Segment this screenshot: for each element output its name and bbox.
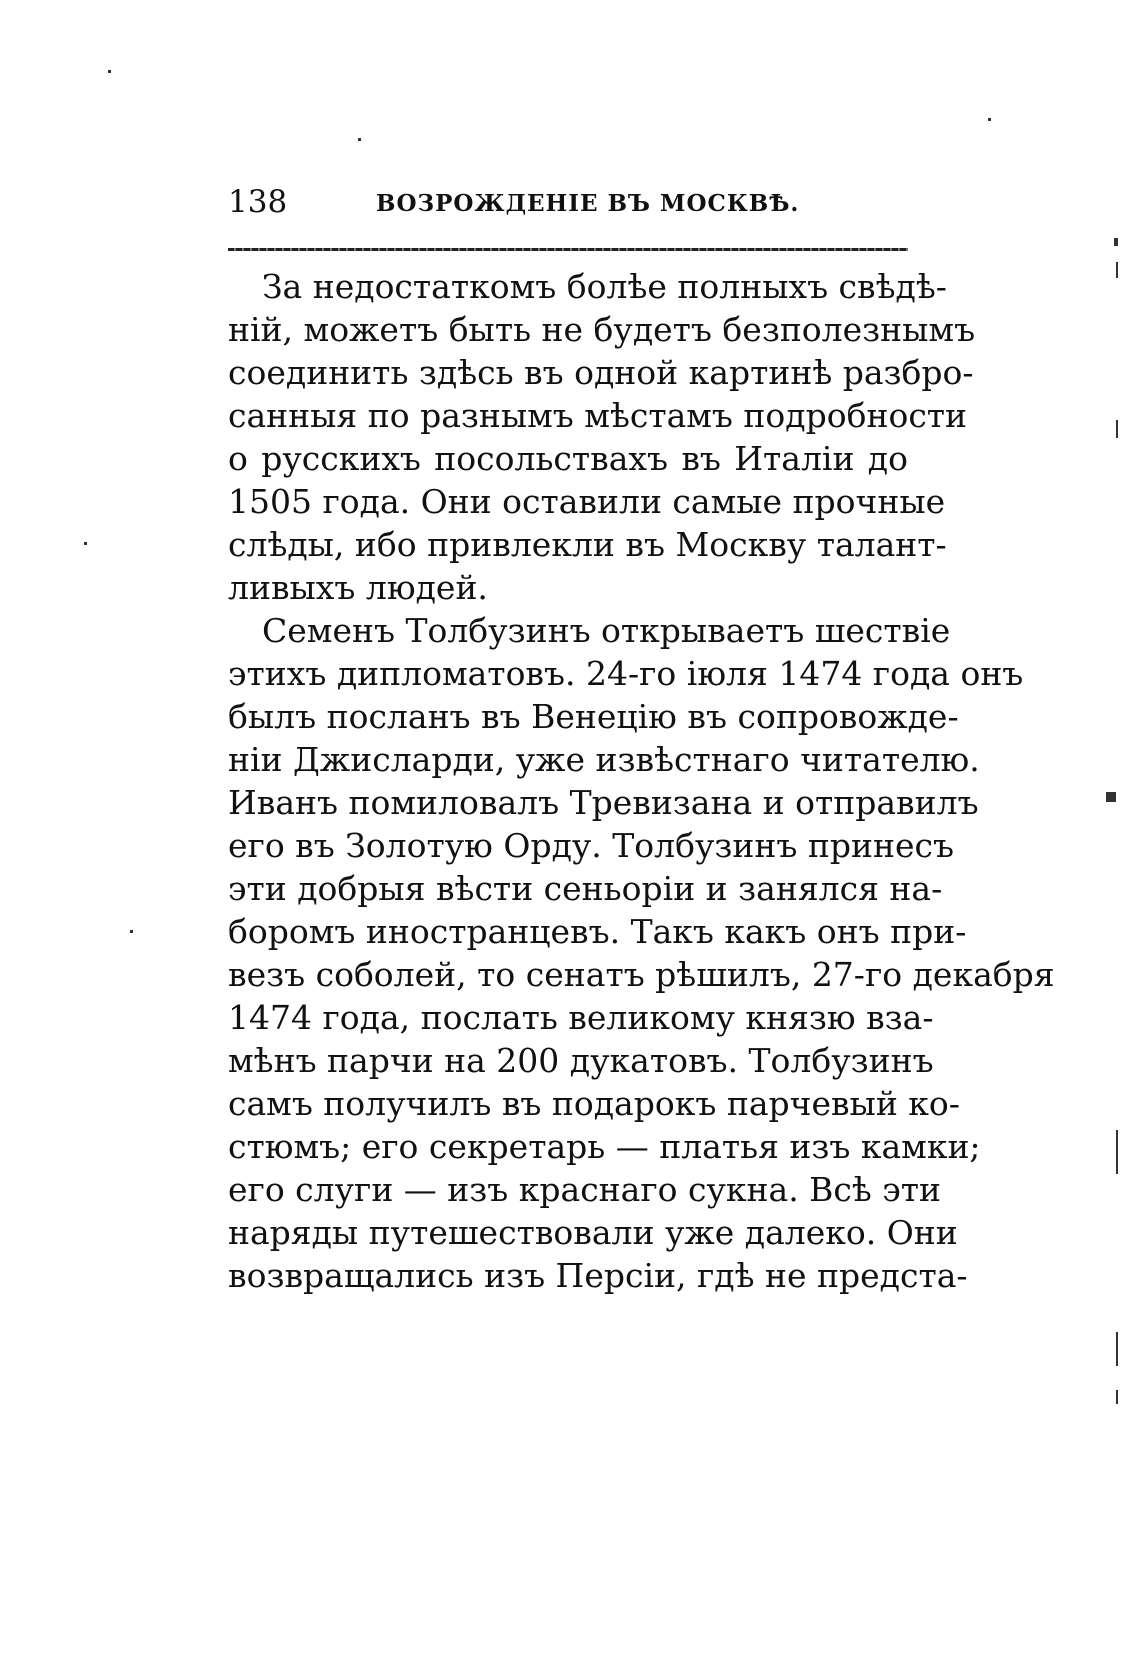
text-line: ливыхъ людей. — [228, 568, 488, 607]
text-line: возвращались изъ Персіи, гдѣ не предста- — [228, 1256, 968, 1295]
text-line: о русскихъ посольствахъ въ Италіи до — [228, 439, 908, 478]
text-line: былъ посланъ въ Венецію въ сопровожде- — [228, 697, 959, 736]
scan-speck — [1116, 1390, 1118, 1404]
text-line: слѣды, ибо привлекли въ Москву талант- — [228, 525, 947, 564]
text-line: За недостаткомъ болѣе полныхъ свѣдѣ- — [262, 267, 947, 306]
text-line: 1474 года, послать великому князю вза- — [228, 998, 934, 1037]
header-rule — [228, 248, 908, 251]
text-line: Иванъ помиловалъ Тревизана и отправилъ — [228, 783, 979, 822]
text-line: 1505 года. Они оставили самые прочные — [228, 482, 946, 521]
text-line: наряды путешествовали уже далеко. Они — [228, 1213, 958, 1252]
text-line: его въ Золотую Орду. Толбузинъ принесъ — [228, 826, 954, 865]
text-line: боромъ иностранцевъ. Такъ какъ онъ при- — [228, 912, 967, 951]
text-line: соединить здѣсь въ одной картинѣ разбро- — [228, 353, 974, 392]
text-line: его слуги — изъ краснаго сукна. Всѣ эти — [228, 1170, 942, 1209]
text-line: самъ получилъ въ подарокъ парчевый ко- — [228, 1084, 960, 1123]
scan-speck — [1114, 238, 1118, 246]
text-line: мѣнъ парчи на 200 дукатовъ. Толбузинъ — [228, 1041, 934, 1080]
scan-speck — [130, 930, 133, 933]
page-number: 138 — [228, 184, 288, 220]
scan-speck — [1116, 1130, 1118, 1174]
text-line: эти добрыя вѣсти сеньоріи и занялся на- — [228, 869, 943, 908]
scan-speck — [1116, 420, 1118, 438]
text-line: ній, можетъ быть не будетъ безполезнымъ — [228, 310, 976, 349]
text-line: везъ соболей, то сенатъ рѣшилъ, 27-го декабря — [228, 955, 1055, 994]
scan-speck — [988, 118, 991, 121]
text-line: санныя по разнымъ мѣстамъ подробности — [228, 396, 968, 435]
page-header — [228, 182, 908, 232]
running-title: ВОЗРОЖДЕНІЕ ВЪ МОСКВѢ. — [376, 190, 800, 217]
text-line: ніи Джисларди, уже извѣстнаго читателю. — [228, 740, 980, 779]
scan-speck — [108, 70, 111, 73]
scan-speck — [1106, 792, 1116, 802]
text-line: этихъ дипломатовъ. 24-го іюля 1474 года онъ — [228, 654, 1024, 693]
scan-speck — [1116, 262, 1118, 278]
text-line: стюмъ; его секретарь — платья изъ камки; — [228, 1127, 981, 1166]
scan-speck — [358, 138, 361, 141]
text-line: Семенъ Толбузинъ открываетъ шествіе — [262, 611, 951, 650]
scan-speck — [84, 542, 87, 545]
scan-speck — [1116, 1332, 1118, 1366]
